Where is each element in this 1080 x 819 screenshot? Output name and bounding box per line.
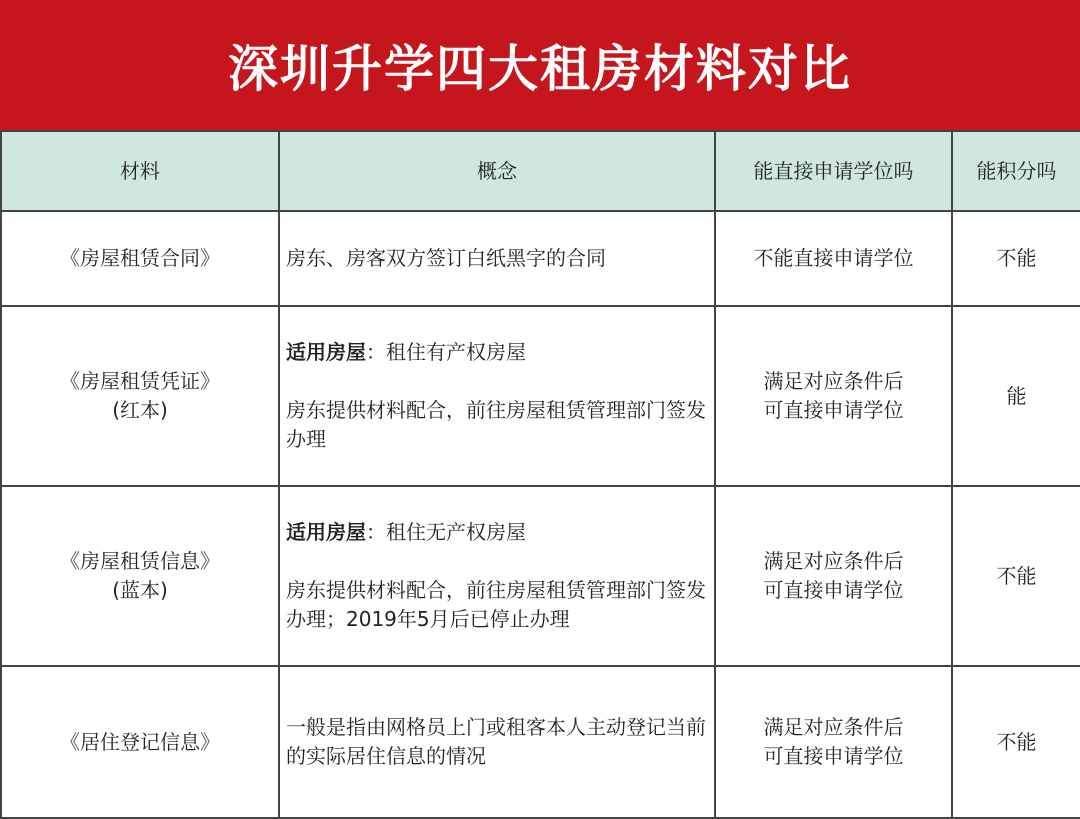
- concept-text: 一般是指由网格员上门或租客本人主动登记当前的实际居住信息的情况: [286, 715, 706, 768]
- direct-apply-cell: [715, 486, 952, 666]
- concept-text: 房东提供材料配合，前往房屋租赁管理部门签发办理；2019年5月后已停止办理: [286, 578, 706, 631]
- concept-label: 适用房屋: [286, 340, 366, 364]
- direct-apply-text-2: 可直接申请学位: [763, 744, 904, 768]
- concept-label-text: ：租住无产权房屋: [366, 520, 526, 544]
- direct-apply-text-2: 可直接申请学位: [763, 578, 904, 602]
- comparison-table: [0, 130, 1080, 819]
- material-name: 《房屋租赁凭证》: [60, 369, 220, 393]
- material-subtitle: (蓝本): [112, 578, 168, 602]
- points-cell: 能: [952, 306, 1080, 486]
- direct-apply-cell: [715, 211, 952, 306]
- direct-apply-cell: [715, 306, 952, 486]
- direct-apply-text: 满足对应条件后: [763, 369, 904, 393]
- table-row: [1, 666, 1080, 818]
- material-name: 《房屋租赁合同》: [60, 246, 220, 270]
- table-row: [1, 486, 1080, 666]
- concept-cell: [279, 486, 715, 666]
- concept-label-text: ：租住有产权房屋: [366, 340, 526, 364]
- header-concept: 概念: [279, 131, 715, 211]
- concept-label: 适用房屋: [286, 520, 366, 544]
- material-name: 《居住登记信息》: [60, 729, 220, 754]
- header-points: 能积分吗: [952, 131, 1080, 211]
- title-banner: [0, 0, 1080, 130]
- material-name: 《房屋租赁信息》: [60, 549, 220, 573]
- page-title: 深圳升学四大租房材料对比: [228, 40, 852, 98]
- material-cell: [1, 486, 279, 666]
- material-cell: [1, 666, 279, 818]
- concept-cell: [279, 211, 715, 306]
- points-cell: 不能: [952, 486, 1080, 666]
- direct-apply-text: 满足对应条件后: [763, 715, 904, 739]
- material-cell: [1, 211, 279, 306]
- direct-apply-cell: [715, 666, 952, 818]
- material-subtitle: (红本): [112, 398, 168, 422]
- concept-text: 房东提供材料配合，前往房屋租赁管理部门签发办理: [286, 398, 706, 451]
- table-row: [1, 211, 1080, 306]
- concept-cell: [279, 666, 715, 818]
- points-cell: 不能: [952, 666, 1080, 818]
- table-header-row: [1, 131, 1080, 211]
- direct-apply-text: 满足对应条件后: [763, 549, 904, 573]
- header-direct-apply: 能直接申请学位吗: [715, 131, 952, 211]
- direct-apply-text: 不能直接申请学位: [753, 246, 914, 270]
- table-row: [1, 306, 1080, 486]
- material-cell: [1, 306, 279, 486]
- concept-text: 房东、房客双方签订白纸黑字的合同: [286, 246, 606, 270]
- direct-apply-text-2: 可直接申请学位: [763, 398, 904, 422]
- header-material: 材料: [1, 131, 279, 211]
- concept-cell: [279, 306, 715, 486]
- points-cell: 不能: [952, 211, 1080, 306]
